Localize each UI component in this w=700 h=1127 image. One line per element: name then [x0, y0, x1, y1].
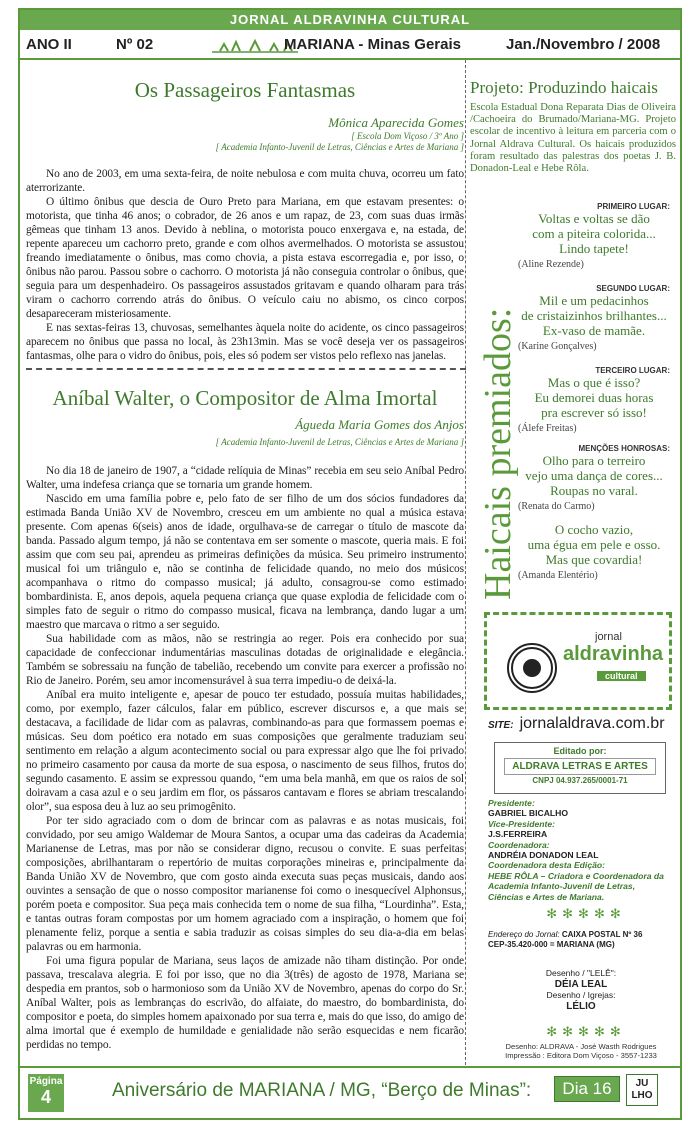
address [488, 930, 674, 950]
aldravinha-logo [484, 612, 672, 710]
credit-name: HEBE RÔLA – Criadora e Coordenadora da Academia Infanto-Juvenil de Letras, Ciências e Artes de Mariana. [488, 870, 664, 902]
credit-role: Coordenadora: [488, 839, 550, 850]
haiku-author: (Karine Gonçalves) [518, 341, 597, 352]
haiku-list [518, 192, 670, 581]
haiku-place: TERCEIRO LUGAR: [595, 366, 670, 375]
credits [488, 798, 672, 902]
paragraph: Nascido em uma família pobre e, pelo fato de ser filho de um dos sócios fundadores da estimada Banda União XV de Novembro, cresceu em um ambiente no qual a música estava presente. Com apenas 6(seis) anos de idade, orgulhava-se de carregar o título de mascote da banda. Passado algum tempo, já não se contentava em ser somente o mascote, queria mais. E foi assim que com seu pai, aprendeu as primeiras definições da música. Seu primeiro instrumento musical foi um triângulo e, não se continha de felicidade quando, no meio dos músicos acompanhava o ritmo do compasso musical; já adulto, consagrou-se como estimado bombardinista. E, anos depois, aquela pequena criança que quase explodia de felicidade com o simples fato de seguir o ritmo do compasso musical, ficava na lembrança, dando lugar a um maestro que marcava o ritmo a ser seguido. [26, 493, 464, 631]
haiku-line: vejo uma dança de cores... [525, 468, 663, 483]
haiku-author: (Álefe Freitas) [518, 423, 577, 434]
haiku-line: O cocho vazio, [554, 522, 634, 537]
paragraph: Sua habilidade com as mãos, não se restringia ao reger. Pois era conhecido por sua capacidade de confeccionar indumentárias masculinas dotadas de originalidade e elegância. Também se sobressaiu na função de tabelião, recebendo um convite para exercer a profissão no Rio de Janeiro. Porém, seu amor incomensurável à sua terra impediu-o de deixá-la. [26, 633, 464, 687]
site-label: SITE: [488, 720, 514, 731]
haiku-line: com a piteira colorida... [532, 226, 656, 241]
haiku-item [518, 202, 670, 270]
address-cep: CEP-35.420-000 = MARIANA (MG) [488, 940, 615, 949]
footer [20, 1066, 680, 1120]
print-info [488, 1042, 674, 1060]
stars-divider: ✻✻✻✻✻ [546, 1024, 626, 1039]
haiku-line: Mas o que é isso? [547, 375, 641, 390]
credit-name: GABRIEL BICALHO [488, 808, 569, 819]
credit-role: Coordenadora desta Edição: [488, 860, 605, 871]
site-url[interactable]: jornalaldrava.com.br [519, 715, 665, 732]
haiku-place: MENÇÕES HONROSAS: [578, 444, 670, 453]
footer-text: Aniversário de MARIANA / MG, “Berço de Minas”: [112, 1080, 532, 1101]
address-label: Endereço do Jornal: [488, 930, 560, 939]
haiku-author: (Aline Rezende) [518, 259, 584, 270]
haiku-line: Olho para o terreiro [542, 453, 646, 468]
haicais-title: Projeto: Produzindo haicais [470, 78, 658, 97]
print-line: Desenho: ALDRAVA - José Wasth Rodrigues [505, 1042, 657, 1051]
logo-cultural: cultural [597, 671, 646, 681]
banner: JORNAL ALDRAVINHA CULTURAL [20, 10, 680, 30]
issue-bar [20, 32, 680, 60]
column-divider [465, 60, 466, 1065]
issue-date: Jan./Novembro / 2008 [506, 36, 661, 53]
publisher-name: ALDRAVA LETRAS E ARTES [504, 758, 656, 775]
page-label: Página [29, 1076, 63, 1087]
issue-place: MARIANA - Minas Gerais [284, 36, 461, 53]
drawing-credits [488, 968, 674, 1012]
article-title: Os Passageiros Fantasmas [134, 78, 356, 102]
address-box: CAIXA POSTAL Nº 36 [561, 930, 643, 939]
issue-year: ANO II [26, 36, 72, 53]
drawing-name: DÉIA LEAL [554, 979, 608, 990]
credit-name: J.S.FERREIRA [488, 829, 548, 840]
section-divider [26, 368, 466, 370]
logo-name: aldravinha [563, 643, 664, 665]
haiku-author: (Amanda Elentério) [518, 570, 598, 581]
drawing-label: Desenho / Igrejas: [546, 990, 616, 1000]
haiku-line: Voltas e voltas se dão [538, 211, 650, 226]
haiku-line: pra escrever só isso! [541, 405, 647, 420]
paragraph: No ano de 2003, em uma sexta-feira, de noite nebulosa e com muita chuva, ocorreu um fato aterrorizante. [26, 168, 464, 194]
haicais-intro: Escola Estadual Dona Reparata Dias de Oliveira /Cachoeira do Brumado/Mariana-MG. Projeto escolar de incentivo à leitura em parceria com o Jornal Aldrava Cultural. Os haicais produzidos foram resultado das palestras dos poetas J. B. Donadon-Leal e Hebe Rôla. [470, 102, 676, 175]
site-line [488, 715, 665, 733]
haiku-line: Roupas no varal. [550, 483, 638, 498]
logo-jornal: jornal [595, 631, 622, 643]
article-passageiros [26, 64, 464, 370]
page-number-box [28, 1074, 64, 1112]
haiku-item [518, 366, 670, 434]
credit-role: Vice-Presidente: [488, 818, 556, 829]
haiku-line: Lindo tapete! [559, 241, 629, 256]
article-author: Águeda Maria Gomes dos Anjos [295, 417, 464, 432]
publisher-cnpj: CNPJ 04.937.265/0001-71 [532, 776, 628, 785]
credit-role: Presidente: [488, 798, 535, 808]
drawing-name: LÉLIO [566, 1001, 596, 1012]
month-part: LHO [631, 1090, 653, 1101]
paragraph: No dia 18 de janeiro de 1907, a “cidade relíquia de Minas” recebia em seu seio Aníbal Pedro Walter, uma indefesa criança que se tornaria um grande homem. [26, 465, 464, 491]
paragraph: Foi uma figura popular de Mariana, seus laços de amizade não tiham distinção. Por onde passava, trescalava alegria. E foi por isso, que no dia 3(três) de agosto de 1978, Mariana se despedia em prantos, sob o harmonioso som da União XV de Novembro, apenas do corpo do Sr. Aníbal Walter, pois as lembranças do escrivão, do alfaiate, do maestro, do bombardinista, do compositor e poeta, do simples homem apaixonado por sua terra e, mais do que isso, do amigo de alma imortal que é exemplo de humildade e genialidade não serão esquecidas e nem ficarão perdidas no tempo. [26, 955, 464, 1051]
haiku-place: SEGUNDO LUGAR: [596, 284, 670, 293]
haiku-line: uma égua em pele e osso. [527, 537, 661, 552]
print-line: Impressão : Editora Dom Viçoso - 3557-1233 [505, 1051, 657, 1060]
article-school: [ Escola Dom Viçoso / 3º Ano ] [351, 131, 464, 141]
credit-name: ANDRÉIA DONADON LEAL [488, 850, 599, 861]
page-number: 4 [40, 1087, 51, 1107]
haiku-item [518, 284, 670, 352]
haiku-line: Mas que covardia! [545, 552, 643, 567]
article-title: Aníbal Walter, o Compositor de Alma Imortal [52, 386, 438, 410]
stars-divider: ✻✻✻✻✻ [546, 906, 626, 921]
paragraph: Aníbal era muito inteligente e, apesar de pouco ter estudado, possuía muitas habilidades, como, por exemplo, fazer cálculos, falar em público, escrever discursos e, a que mais se destacava, a facilidade de lidar com as palavras, combinando-as para que formassem poemas e músicas. Seu dom poético era notado em suas composições que geralmente traduziam seu sentimento em relação a algum acontecimento social ou para expressar algo que lhe foi privado no primeiro casamento por causa da morte de sua esposa, o nascimento de seus filhos, frutos do segundo casamento. E assim se expressou quando, “em uma bela manhã, em que os raios de sol doiravam a casa azul e o seu jardim em flor, os pássaros cantavam e flores se abriam trescalando olor”, sua esposa deu à luz ao seu primogênito. [26, 689, 464, 813]
issue-number: Nº 02 [116, 36, 154, 53]
haiku-line: de cristaizinhos brilhantes... [521, 308, 667, 323]
article-academy: [ Academia Infanto-Juvenil de Letras, Ciências e Artes de Mariana ] [215, 142, 464, 152]
article-academy: [ Academia Infanto-Juvenil de Letras, Ciências e Artes de Mariana ] [215, 437, 464, 447]
publisher-box [494, 742, 666, 794]
haiku-line: Eu demorei duas horas [534, 390, 654, 405]
haiku-line: Mil e um pedacinhos [539, 293, 649, 308]
haiku-author: (Renata do Carmo) [518, 501, 595, 512]
footer-month [626, 1074, 658, 1106]
article-author: Mônica Aparecida Gomes [328, 115, 464, 130]
publisher-label: Editado por: [553, 746, 607, 756]
month-part: JU [635, 1078, 649, 1089]
aldrava-seal-icon [507, 643, 557, 693]
haiku-item [518, 444, 670, 512]
haicais-vertical-title: Haicais premiados: [477, 307, 519, 600]
article-anibal [26, 376, 464, 1066]
haiku-place: PRIMEIRO LUGAR: [597, 202, 670, 211]
haiku-line: Ex-vaso de mamãe. [542, 323, 646, 338]
paragraph: E nas sextas-feiras 13, chuvosas, semelhantes àquela noite do acidente, os cinco passageiros aparecem no ônibus que passa no local, às 23h13min. Mas se você deseja ver os passageiros fantasmas, olhe para o vidro do ônibus, pois, eles só podem ser vistos pelo reflexo nas janelas. [26, 322, 464, 362]
paragraph: Por ter sido agraciado com o dom de brincar com as palavras e as notas musicais, foi convidado, por seu amigo Waldemar de Moura Santos, a ocupar uma das cadeiras da Academia Marianense de Letras, mas por não se considerar digno, recusou o convite. E suas perfeitas composições, abrilhantaram o repertório de muitas corporações mineiras e, principalmente da Banda União XV de Novembro, que com gosto ainda executa suas peças musicais, dando aos ouvintes a sensação de que o nosso compositor marianense foi como o inesquecível Alphonsus, porém poeta e compositor. Sua peça mais conhecida tem o nome de sua filha, “Lourdinha”. Esta, e tantas outras foram compostas por um homem agraciado com a inspiração, o homem que foi plenamente feliz, porque a sentia e sabia traduzir as coisas simples do seu dia-a-dia em belas palavras ou em harmonia. [26, 815, 464, 953]
drawing-label: Desenho / "LELÊ": [545, 968, 617, 978]
haiku-item [518, 522, 670, 581]
footer-day: Dia 16 [554, 1076, 620, 1102]
paragraph: O último ônibus que descia de Ouro Preto para Mariana, em que estavam presentes: o motorista, que tinha 46 anos; o cobrador, de 26 anos e um rapaz, de 23, com suas duas irmãs gêmeas que tinham 13 anos. Devido à neblina, o motorista pouco enxergava e, na estada, de repente apareceu um cachorro preto, grande e com olhos avermelhados. O motorista se assustou freando imediatamente o ônibus, mas como chovia, a pista estava escorregadia e, por isso, o ônibus não parou. Passou sobre o cachorro. O motorista já não conseguia controlar o ônibus, que seguia para um despenhadeiro. Os passageiros assustados gritavam e quando olharam para trás viram o cachorro correndo atrás do ônibus. O veículo caiu no abismo, os cinco corpos desapareceram misteriosamente. [26, 196, 464, 320]
